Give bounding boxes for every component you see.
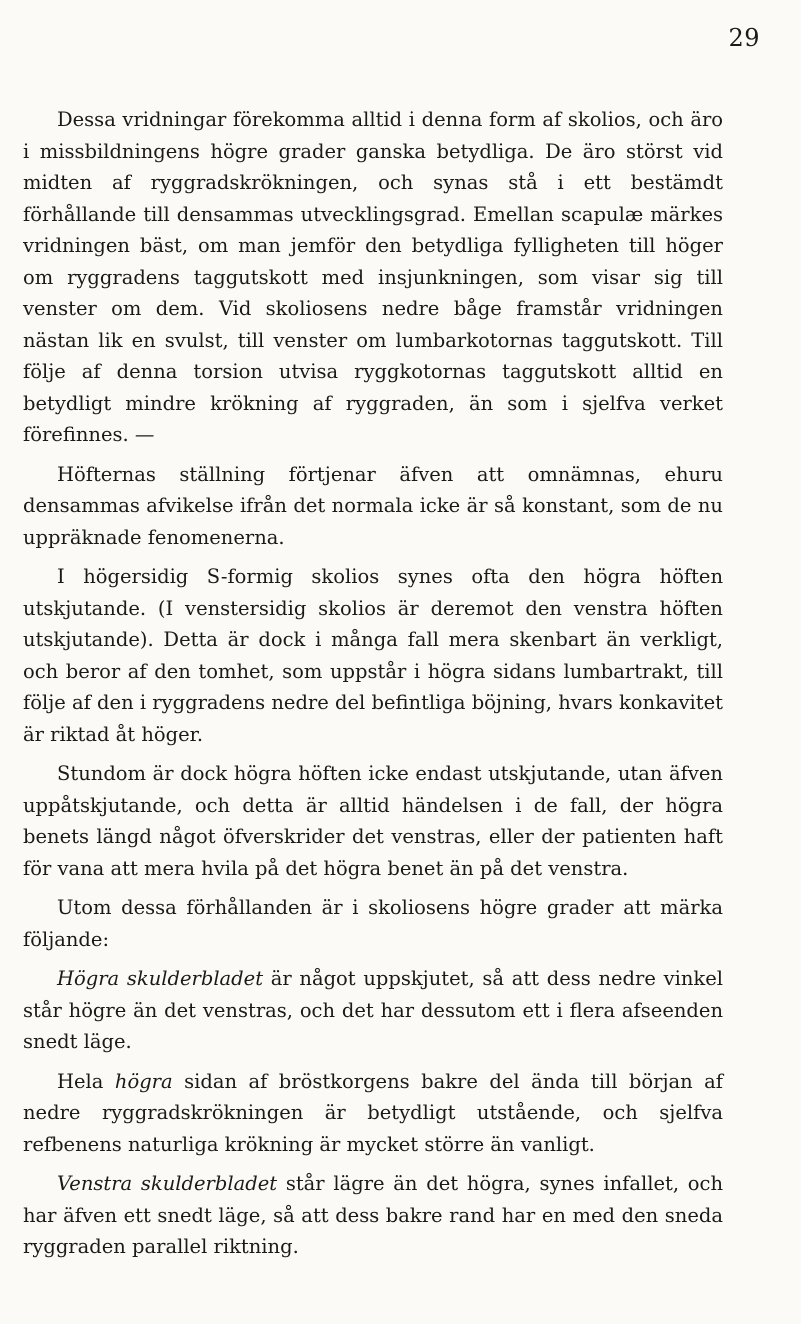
paragraph-higher-degrees: Utom dessa förhållanden är i skoliosens högre grader att märka följande:	[23, 896, 723, 951]
paragraph-right-shoulder-blade	[23, 963, 723, 1058]
italic-term: högra	[114, 1069, 173, 1093]
italic-term: Venstra skulderbladet	[57, 1172, 278, 1195]
paragraph-left-shoulder-blade	[23, 1168, 723, 1263]
paragraph-lead: Hela	[57, 1069, 115, 1093]
paragraph-right-sided-scoliosis: I högersidig S-formig skolios synes ofta den högra höften utskjutande. (I venstersidig skolios är deremot den venstra höften utskjutande). Detta är dock i många fall mera skenbart än verkligt, och beror af den tomhet, som uppstår i högra sidans lumbartrakt, till följe af den i ryggradens nedre del befintliga böjning, hvars konkavitet är riktad åt höger.	[23, 565, 723, 746]
body-text	[23, 104, 723, 1271]
paragraph-text: är något uppskjutet, så att dess nedre vinkel står högre än det venstras, och det har dessutom ett i flera afseenden snedt läge.	[23, 967, 723, 1053]
paragraph-text: står lägre än det högra, synes infallet, och har äfven ett snedt läge, så att dess bakre rand har en med den sneda ryggraden parallel riktning.	[23, 1172, 724, 1258]
paragraph-right-side-chest	[23, 1066, 723, 1161]
paragraph-upward-hip: Stundom är dock högra höften icke endast utskjutande, utan äfven uppåtskjutande, och detta är alltid händelsen i de fall, der högra benets längd något öfverskrider det venstras, eller der patienten haft för vana att mera hvila på det högra benet än på det venstra.	[23, 762, 723, 880]
paragraph-text: sidan af bröstkorgens bakre del ända till början af nedre ryggradskrökningen är betydligt utstående, och sjelfva refbenens naturliga krökning är mycket större än vanligt.	[23, 1069, 723, 1156]
paragraph-hips: Höfternas ställning förtjenar äfven att omnämnas, ehuru densammas afvikelse ifrån det normala icke är så konstant, som de nu uppräknade fenomenerna.	[23, 462, 723, 549]
paragraph-torsion: Dessa vridningar förekomma alltid i denna form af skolios, och äro i missbildningens högre grader ganska betydliga. De äro störst vid midten af ryggradskrökningen, och synas stå i ett bestämdt förhållande till densammas utvecklingsgrad. Emellan scapulæ märkes vridningen bäst, om man jemför den betydliga fylligheten till höger om ryggradens taggutskott med insjunkningen, som visar sig till venster om dem. Vid skoliosens nedre båge framstår vridningen nästan lik en svulst, till venster om lumbarkotornas taggutskott. Till följe af denna torsion utvisa ryggkotornas taggutskott alltid en betydligt mindre krökning af ryggraden, än som i sjelfva verket förefinnes. —	[23, 108, 723, 446]
italic-term: Högra skulderbladet	[57, 967, 264, 990]
page-number: 29	[728, 24, 760, 52]
